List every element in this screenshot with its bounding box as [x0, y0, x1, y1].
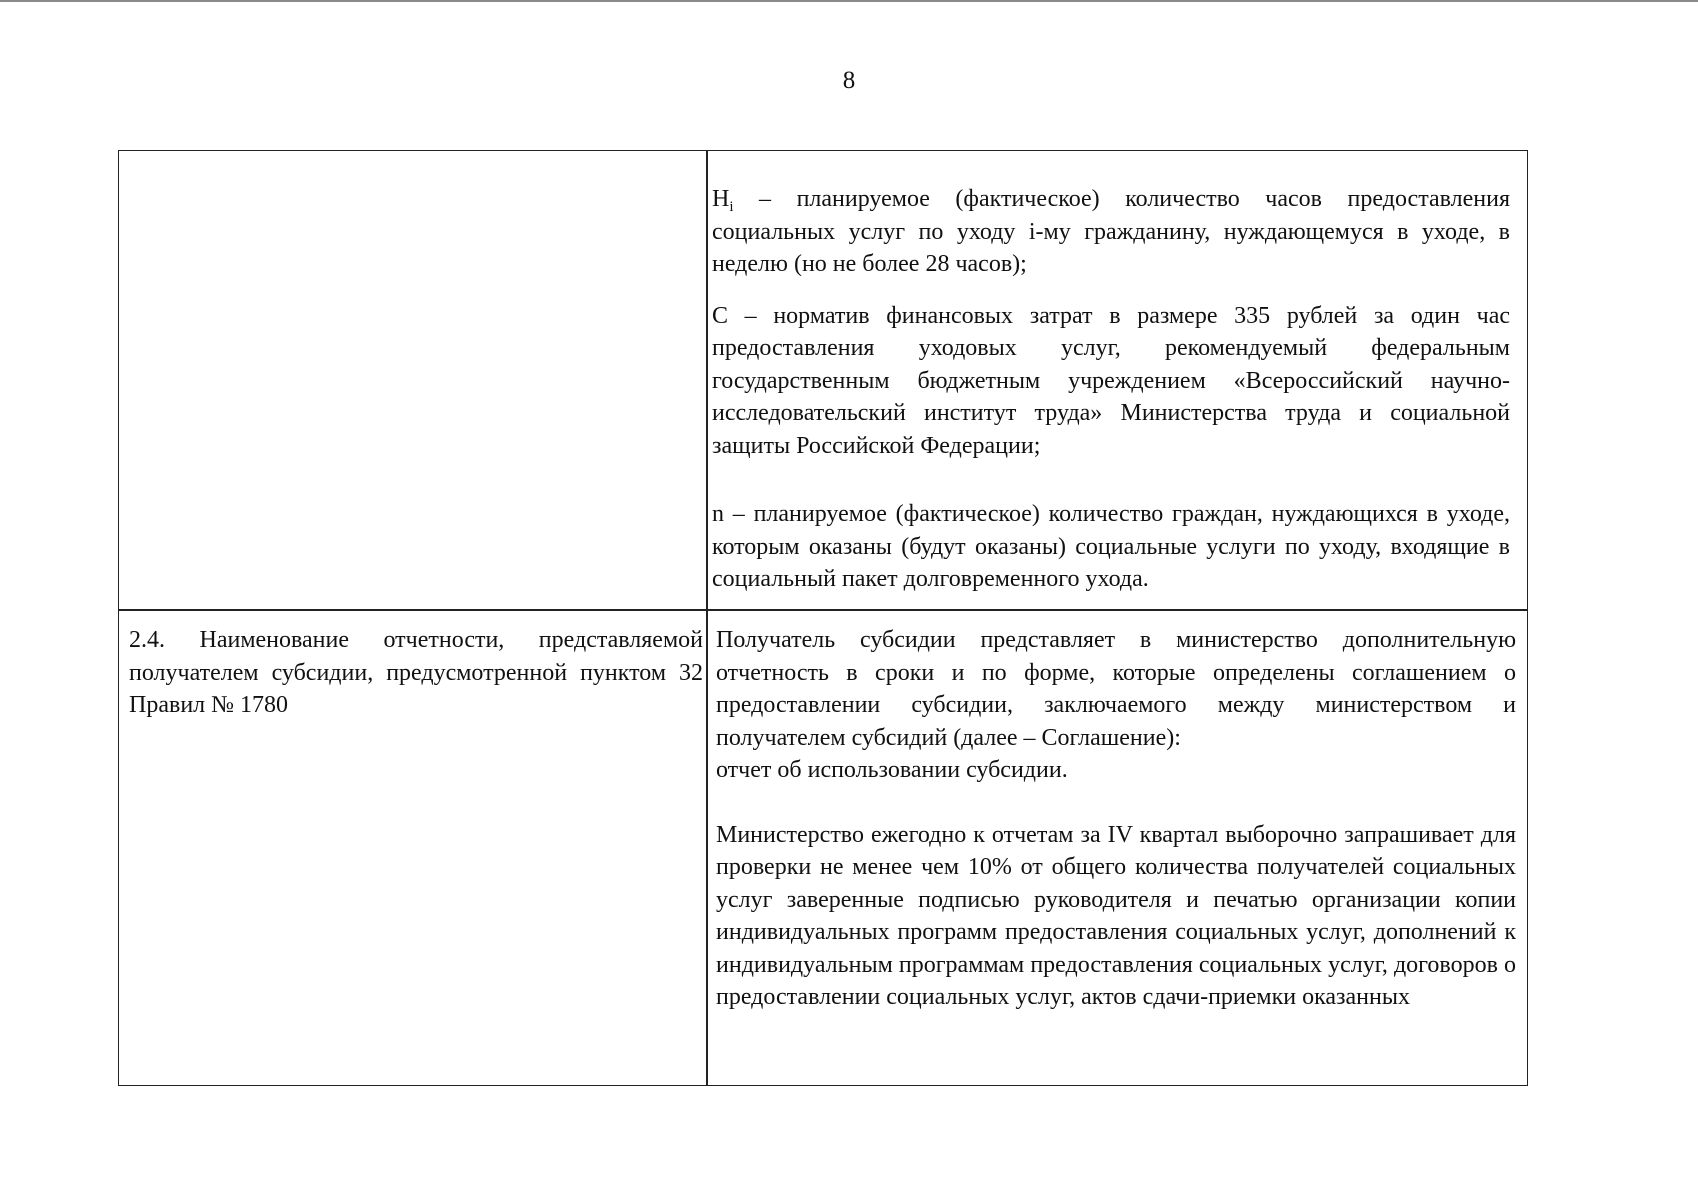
- row-1-right-cell: [712, 183, 1510, 596]
- definition-h-subscript: i: [729, 199, 734, 215]
- reporting-paragraph-3: Министерство ежегодно к отчетам за IV квартал выборочно запрашивает для проверки не менее чем 10% от общего количества получателей социальных услуг заверенные подписью руководителя и печатью организации копии индивидуальных программ предоставления социальных услуг, дополнений к индивидуальным программам предоставления социальных услуг, договоров о предоставлении социальных услуг, актов сдачи-приемки оказанных: [716, 821, 1516, 1010]
- reporting-paragraph-1: Получатель субсидии представляет в министерство дополнительную отчетность в сроки и по форме, которые определены соглашением о предоставлении субсидии, заключаемого между министерством и получателем субсидий (далее – Соглашение):: [716, 627, 1516, 751]
- definition-n: n – планируемое (фактическое) количество граждан, нуждающихся в уходе, которым оказаны (будут оказаны) социальные услуги по уходу, входящие в социальный пакет долговременного ухода.: [712, 501, 1510, 592]
- definition-c: С – норматив финансовых затрат в размере 335 рублей за один час предоставления уходовых услуг, рекомендуемый федеральным государственным бюджетным учреждением «Всероссийский научно-исследовательский институт труда» Министерства труда и социальной защиты Российской Федерации;: [712, 302, 1510, 459]
- reporting-paragraph-2: отчет об использовании субсидии.: [716, 757, 1068, 783]
- row-2-left-cell: [129, 624, 703, 722]
- row-divider: [119, 609, 1527, 611]
- page-number: 8: [842, 67, 856, 94]
- row-2-right-cell: [716, 624, 1516, 1014]
- document-table: [118, 150, 1528, 1086]
- column-divider: [706, 151, 708, 1085]
- definition-h-symbol: H: [712, 186, 730, 212]
- top-border-line: [0, 0, 1698, 2]
- definition-h: [712, 183, 1510, 281]
- section-2-4-heading: 2.4. Наименование отчетности, представляемой получателем субсидии, предусмотренной пунктом 32 Правил № 1780: [129, 627, 703, 718]
- definition-h-text: – планируемое (фактическое) количество часов предоставления социальных услуг по уходу i-му гражданину, нуждающемуся в уходе, в неделю (но не более 28 часов);: [712, 186, 1510, 277]
